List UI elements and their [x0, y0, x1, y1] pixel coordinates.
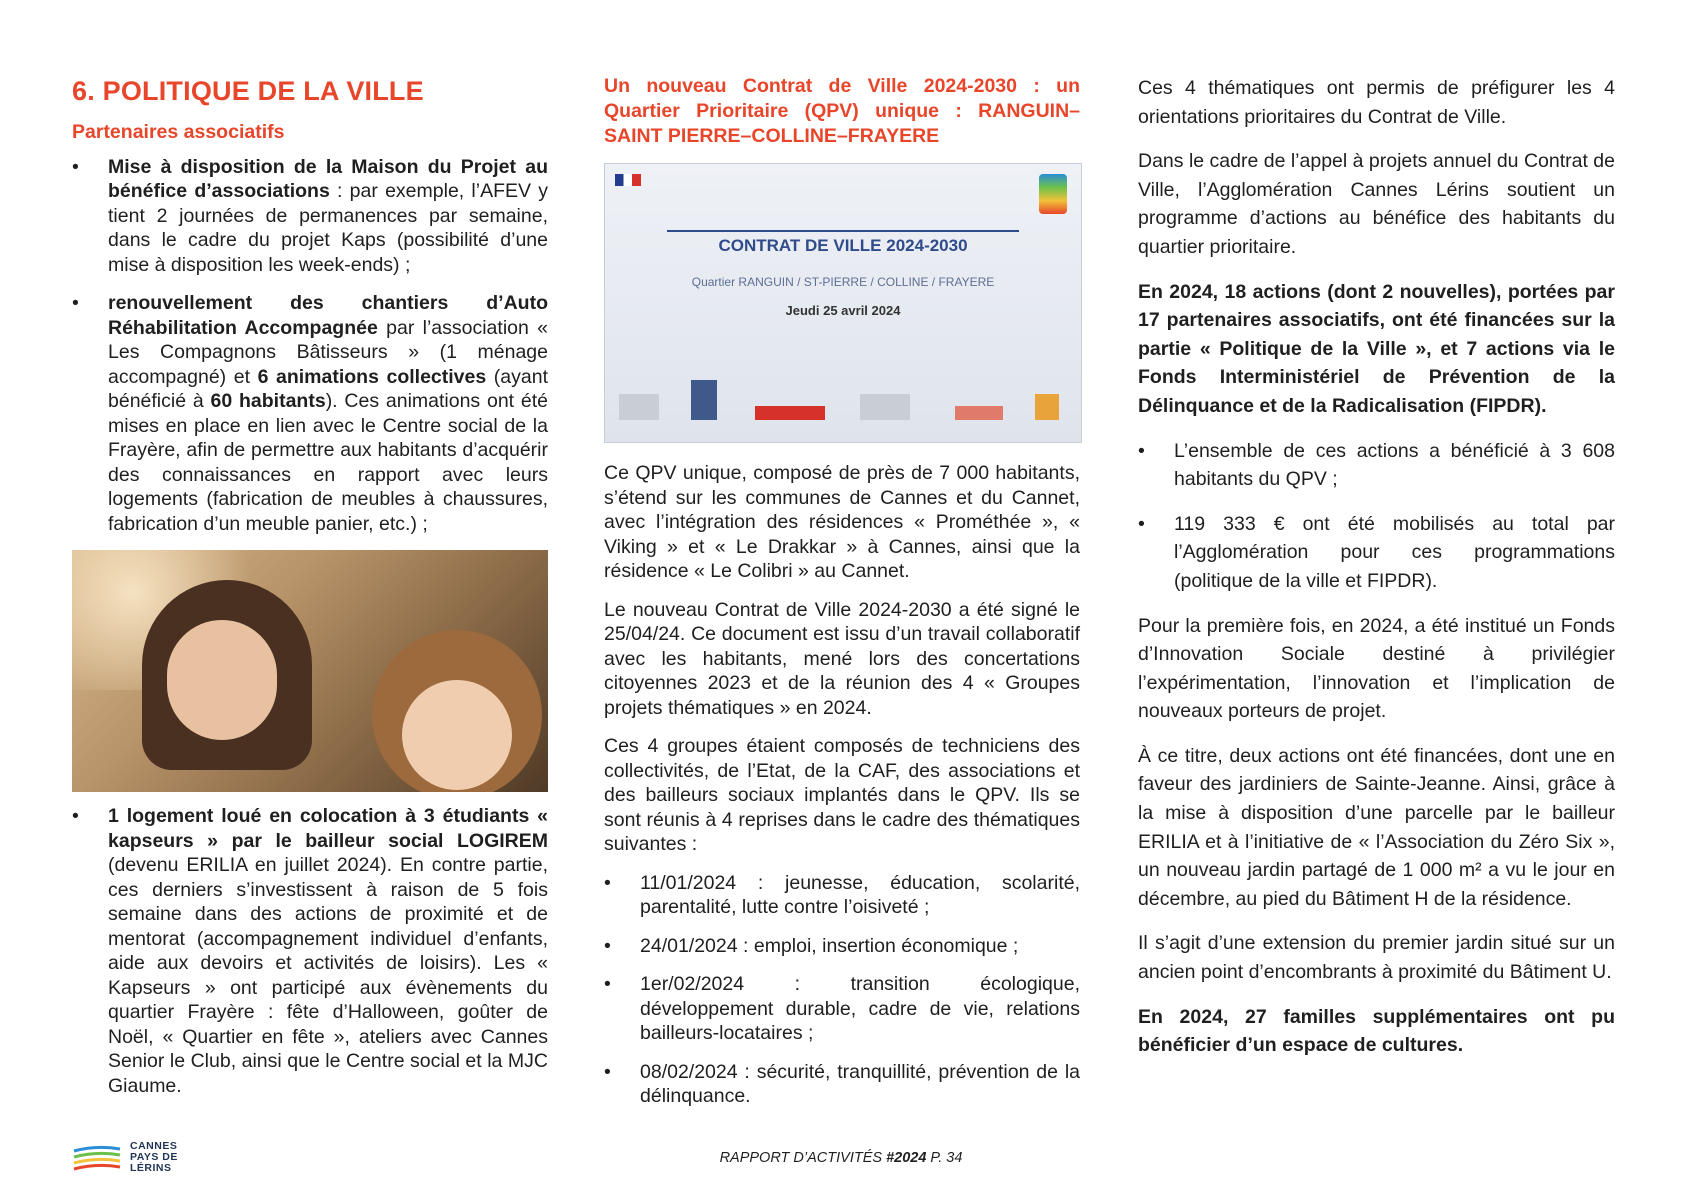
column-right	[1138, 74, 1615, 1076]
screen-subtitle: Quartier RANGUIN / ST-PIERRE / COLLINE / FRAYERE	[691, 275, 995, 289]
page-footer	[0, 1150, 1682, 1166]
paragraph: Il s’agit d’une extension du premier jardin situé sur un ancien point d’encombrants à proximité du Bâtiment U.	[1138, 932, 1615, 984]
item-text: : par exemple, l’AFEV y tient 2 journées de permanences par semaine, dans le cadre du projet Kaps (possibilité d’une mise à disposition les week-ends) ;	[108, 180, 548, 276]
bullet-list	[72, 804, 548, 1098]
list-item: • 119 333 € ont été mobilisés au total par l’Agglomération pour ces programmations (politique de la ville et FIPDR).	[1138, 510, 1615, 596]
column-left	[72, 74, 548, 1112]
subheading: Partenaires associatifs	[72, 121, 285, 143]
paragraph-bold: En 2024, 27 familles supplémentaires ont pu bénéficier d’un espace de cultures.	[1138, 1005, 1615, 1057]
photo-students	[72, 550, 548, 792]
bullet-icon: •	[604, 934, 611, 957]
photo-contract-screen	[604, 163, 1082, 443]
screen-date: Jeudi 25 avril 2024	[785, 303, 901, 318]
list-item: • 11/01/2024 : jeunesse, éducation, scolarité, parentalité, lutte contre l’oisiveté ;	[604, 871, 1080, 918]
item-bold: renouvellement des chantiers d’Auto Réhabilitation Accompagnée	[108, 292, 548, 339]
item-bold: 60 habitants	[210, 390, 326, 412]
page-number: P. 34	[926, 1150, 963, 1166]
flag-icon	[615, 174, 641, 186]
list-item: • L’ensemble de ces actions a bénéficié à 3 608 habitants du QPV ;	[1138, 437, 1615, 494]
paragraph: Ce QPV unique, composé de près de 7 000 habitants, s’étend sur les communes de Cannes et du Cannet, avec l’intégration des résidences « Prométhée », « Viking » et « Le Drakkar » à Cannes, ainsi que la résidence « Le Colibri » au Cannet.	[604, 462, 1080, 582]
report-year: #2024	[886, 1150, 927, 1166]
list-item: • 1er/02/2024 : transition écologique, développement durable, cadre de vie, relations bailleurs-locataires ;	[604, 973, 1080, 1044]
item-bold: 1 logement loué en colocation à 3 étudiants « kapseurs » par le bailleur social LOGIREM	[108, 805, 548, 852]
item-text: (ayant bénéficié à	[108, 365, 548, 412]
paragraph: Ces 4 groupes étaient composés de techniciens des collectivités, de l’Etat, de la CAF, des associations et des bailleurs sociaux implantés dans le QPV. Ils se sont réunis à 4 reprises dans le cadre des thématiques suivantes :	[604, 735, 1080, 855]
paragraph: Le nouveau Contrat de Ville 2024-2030 a été signé le 25/04/24. Ce document est issu d’un travail collaboratif avec les habitants, mené lors des concertations citoyennes 2023 et de la réunion des 4 « Groupes projets thématiques » en 2024.	[604, 598, 1080, 719]
paragraph-bold: En 2024, 18 actions (dont 2 nouvelles), portées par 17 partenaires associatifs, ont été financées sur la partie « Politique de la Ville », et 7 actions via le Fonds Interministériel de Prévention de la Délinquance et de la Radicalisation (FIPDR).	[1138, 280, 1615, 417]
report-label: RAPPORT D’ACTIVITÉS	[719, 1150, 887, 1166]
results-list	[1138, 437, 1615, 596]
list-item	[72, 155, 548, 278]
section-heading: 6. POLITIQUE DE LA VILLE	[72, 76, 424, 106]
list-item: • 08/02/2024 : sécurité, tranquillité, prévention de la délinquance.	[604, 1060, 1080, 1107]
bullet-icon: •	[72, 155, 79, 178]
paragraph: Dans le cadre de l’appel à projets annuel du Contrat de Ville, l’Agglomération Cannes Lérins soutient un programme d’actions au bénéfice des habitants du quartier prioritaire.	[1138, 150, 1615, 258]
logo-text: CANNES PAYS DE LÉRINS	[130, 1140, 178, 1174]
bullet-icon: •	[604, 973, 611, 995]
item-text: ). Ces animations ont été mises en place en lien avec le Centre social de la Frayère, afin de permettre aux habitants d’acquérir des connaissances en rapport avec leurs logements (fabrication de meubles à chaussures, fabrication d’un meuble panier, etc.) ;	[108, 390, 548, 535]
list-item: • 24/01/2024 : emploi, insertion économique ;	[604, 934, 1019, 957]
item-text: par l’association « Les Compagnons Bâtisseurs » (1 ménage accompagné) et	[108, 316, 548, 388]
column-middle	[604, 74, 1080, 1123]
screen-title: CONTRAT DE VILLE 2024-2030	[718, 236, 968, 255]
thematic-list	[604, 871, 1080, 1109]
item-bold: 6 animations collectives	[257, 365, 487, 388]
paragraph: Ces 4 thématiques ont permis de préfigurer les 4 orientations prioritaires du Contrat de Ville.	[1138, 77, 1615, 128]
cannes-logo-icon	[1039, 174, 1067, 214]
bullet-list	[72, 155, 548, 537]
list-item	[72, 804, 548, 1098]
bullet-icon: •	[604, 1060, 611, 1083]
paragraph: À ce titre, deux actions ont été financées, dont une en faveur des jardiniers de Sainte-Jeanne. Ainsi, grâce à la mise à disposition d’une parcelle par le bailleur ERILIA et à l’initiative de « l’Association du Zéro Six », un nouveau jardin partagé de 1 000 m² a vu le jour en décembre, au pied du Bâtiment H de la résidence.	[1138, 744, 1615, 910]
bullet-icon: •	[604, 871, 611, 894]
bullet-icon: •	[1138, 439, 1145, 462]
item-text: (devenu ERILIA en juillet 2024). En contre partie, ces derniers s’investissent à raison de 5 fois semaine dans des actions de proximité et de mentorat (accompagnement individuel d’enfants, aide aux devoirs et activités de loisirs). Les « Kapseurs » ont participé aux évènements du quartier Frayère : fête d’Halloween, goûter de Noël, « Quartier en fête », ateliers avec Cannes Senior le Club, ainsi que le Centre social et la MJC Giaume.	[108, 854, 548, 1097]
bullet-icon: •	[1138, 512, 1145, 535]
list-item	[72, 291, 548, 536]
item-bold: Mise à disposition de la Maison du Projet au bénéfice d’associations	[108, 155, 548, 202]
contract-title: Un nouveau Contrat de Ville 2024-2030 : un Quartier Prioritaire (QPV) unique : RANGUIN–SAINT PIERRE–COLLINE–FRAYERE	[604, 75, 1080, 147]
bullet-icon: •	[72, 292, 79, 314]
paragraph: Pour la première fois, en 2024, a été institué un Fonds d’Innovation Sociale destiné à privilégier l’expérimentation, l’innovation et l’implication de nouveaux porteurs de projet.	[1138, 614, 1615, 723]
bullet-icon: •	[72, 805, 79, 827]
